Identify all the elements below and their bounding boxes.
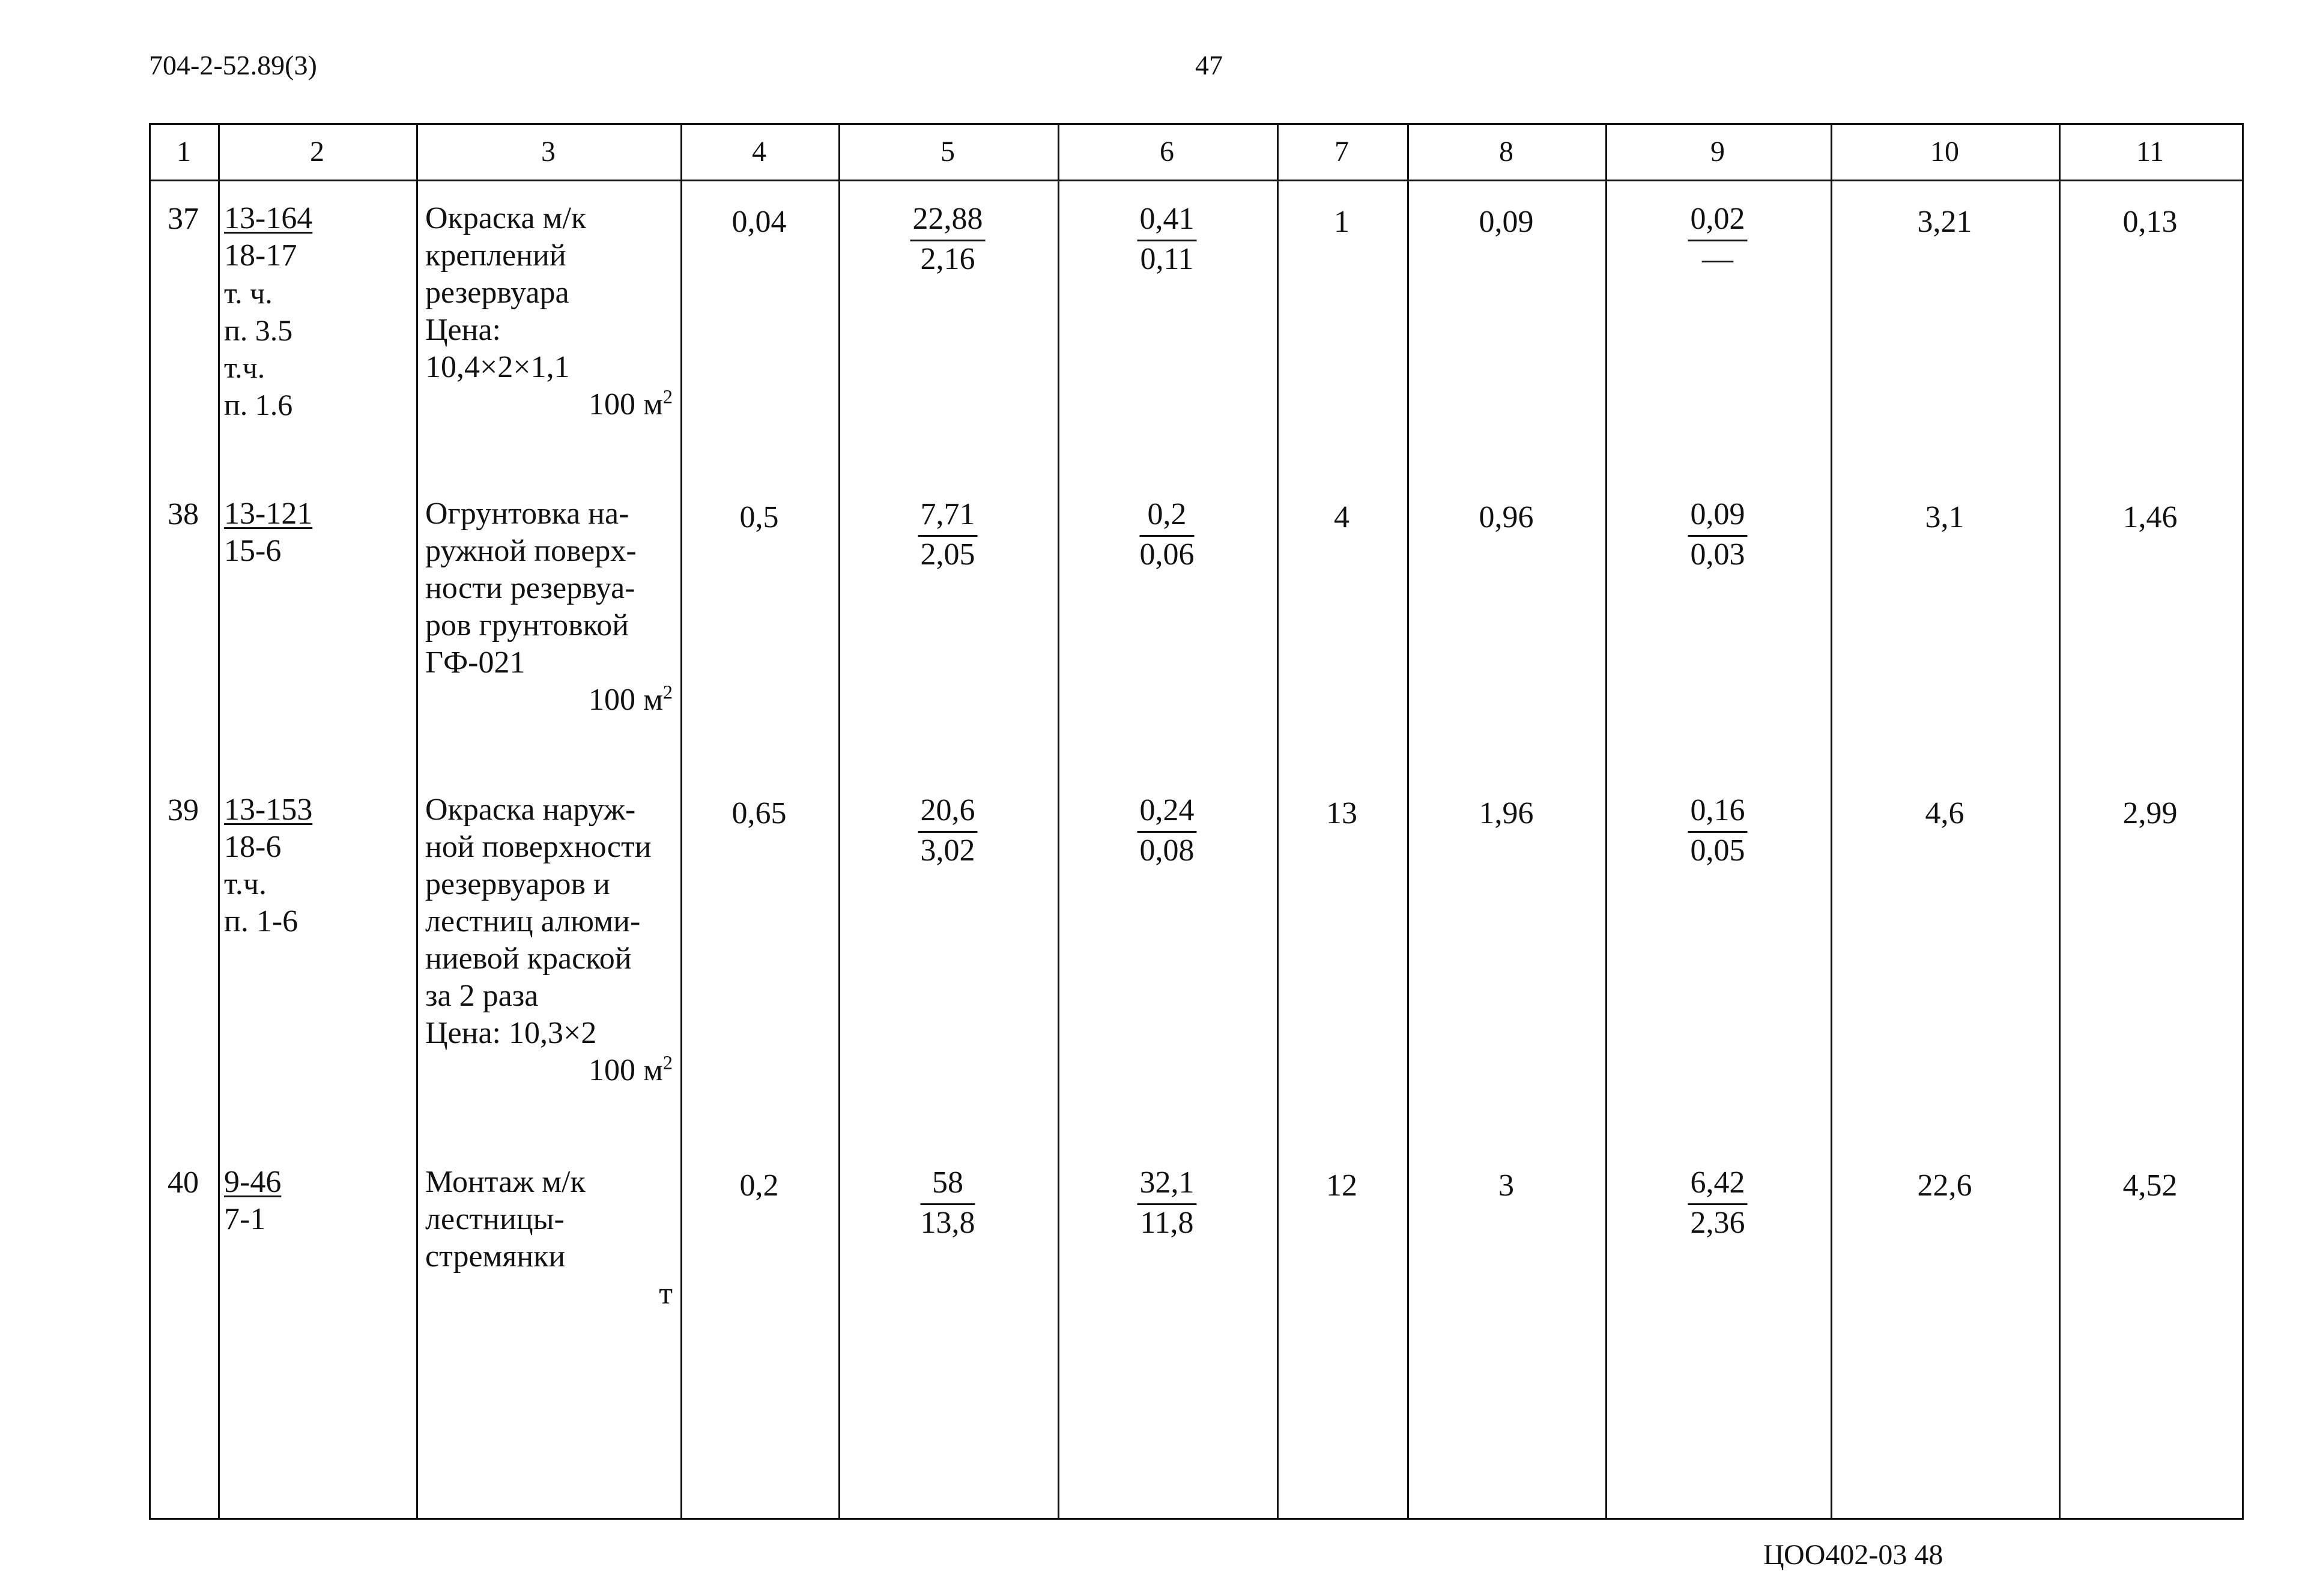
- fraction-col6: $\frac{0,41}{0,11}$: [1137, 201, 1197, 277]
- page-number: 47: [1195, 50, 1223, 80]
- cell-col7: 13: [1326, 796, 1357, 830]
- col-divider: [1831, 123, 1832, 1520]
- column-number: 7: [1334, 136, 1349, 168]
- cell-col8: 1,96: [1479, 796, 1534, 830]
- unit-label: 100 $м^2$: [588, 385, 673, 422]
- column-number: 2: [310, 136, 324, 168]
- fraction-col6: $\frac{0,2}{0,06}$: [1139, 497, 1195, 572]
- fraction-col6: $\frac{0,24}{0,08}$: [1137, 793, 1197, 869]
- cell-col7: 1: [1334, 205, 1349, 239]
- header-row-divider: [149, 180, 2244, 181]
- col-divider: [1407, 123, 1409, 1520]
- table-border-top: [149, 123, 2244, 125]
- fraction-col9: $\frac{0,16}{0,05}$: [1688, 793, 1748, 869]
- unit-label: 100 $м^2$: [588, 1051, 673, 1087]
- col-divider: [1277, 123, 1279, 1520]
- row-number: 38: [168, 497, 199, 531]
- col-divider: [416, 123, 418, 1520]
- cell-col10: 3,21: [1917, 205, 1972, 239]
- column-number: 4: [752, 136, 766, 168]
- cell-col10: 4,6: [1925, 796, 1964, 830]
- fraction-col5: $\frac{20,6}{3,02}$: [918, 793, 978, 869]
- work-description: Монтаж м/к лестницы- стремянки т: [425, 1164, 673, 1313]
- fraction-col5: $\frac{22,88}{2,16}$: [910, 201, 986, 277]
- work-description: Огрунтовка на- ружной поверх- ности резервуа- ров грунтовкой ГФ-021 100 $м^2$: [425, 495, 673, 719]
- col-divider: [1605, 123, 1607, 1520]
- col-divider: [838, 123, 840, 1520]
- work-description: Окраска наруж- ной поверхности резервуаров и лестниц алюми- ниевой краской за 2 раза Цена: 10,3×2 100 $м^2$: [425, 791, 673, 1089]
- cell-col8: 3: [1498, 1168, 1514, 1203]
- col-divider: [2242, 123, 2244, 1520]
- table-border-bottom: [149, 1518, 2244, 1520]
- fraction-col9: $\frac{0,09}{0,03}$: [1688, 497, 1748, 573]
- col-divider: [149, 123, 151, 1520]
- norm-code: 13-153 18-6 т.ч. п. 1-6: [224, 793, 313, 939]
- fraction-col5: $\frac{58}{13,8}$: [920, 1165, 975, 1240]
- norm-code: 13-164 18-17 т. ч. п. 3.5 т.ч. п. 1.6: [224, 201, 313, 422]
- column-number: 1: [177, 136, 191, 168]
- cell-col11: 0,13: [2122, 205, 2178, 239]
- column-number: 11: [2136, 136, 2164, 168]
- col-divider: [218, 123, 220, 1520]
- row-number: 39: [168, 793, 199, 827]
- fraction-col6: $\frac{32,1}{11,8}$: [1137, 1165, 1197, 1241]
- estimate-table: [149, 123, 2244, 1520]
- col-divider: [680, 123, 682, 1520]
- cell-col11: 1,46: [2122, 500, 2178, 534]
- cell-col7: 12: [1326, 1168, 1357, 1203]
- document-code: 704-2-52.89(3): [149, 50, 317, 80]
- fraction-col9: 0,02 —: [1688, 201, 1748, 277]
- column-number: 6: [1160, 136, 1174, 168]
- cell-col8: 0,96: [1479, 500, 1534, 534]
- unit-label: 100 $м^2$: [588, 681, 673, 717]
- column-number: 10: [1930, 136, 1959, 168]
- cell-col11: 4,52: [2122, 1168, 2178, 1203]
- column-number: 8: [1499, 136, 1513, 168]
- norm-code: 13-121 15-6: [224, 497, 313, 568]
- norm-code: 9-46 7-1: [224, 1165, 282, 1236]
- col-divider: [1058, 123, 1059, 1520]
- row-number: 40: [168, 1165, 199, 1200]
- unit-label: т: [659, 1277, 673, 1311]
- cell-col4: 0,2: [739, 1168, 779, 1203]
- row-number: 37: [168, 202, 199, 236]
- column-number: 9: [1710, 136, 1725, 168]
- cell-col4: 0,65: [731, 796, 787, 830]
- footer-code: ЦОО402-03 48: [1763, 1539, 1943, 1571]
- cell-col7: 4: [1334, 500, 1349, 534]
- column-number: 5: [940, 136, 955, 168]
- cell-col10: 3,1: [1925, 500, 1964, 534]
- work-description: Окраска м/к креплений резервуара Цена: 10,4×2×1,1 100 $м^2$: [425, 200, 673, 423]
- cell-col10: 22,6: [1917, 1168, 1972, 1203]
- cell-col4: 0,04: [731, 205, 787, 239]
- cell-col8: 0,09: [1479, 205, 1534, 239]
- column-number: 3: [541, 136, 556, 168]
- cell-col11: 2,99: [2122, 796, 2178, 830]
- fraction-col5: $\frac{7,71}{2,05}$: [918, 497, 978, 573]
- fraction-col9: $\frac{6,42}{2,36}$: [1688, 1165, 1748, 1241]
- cell-col4: 0,5: [739, 500, 779, 534]
- col-divider: [2059, 123, 2061, 1520]
